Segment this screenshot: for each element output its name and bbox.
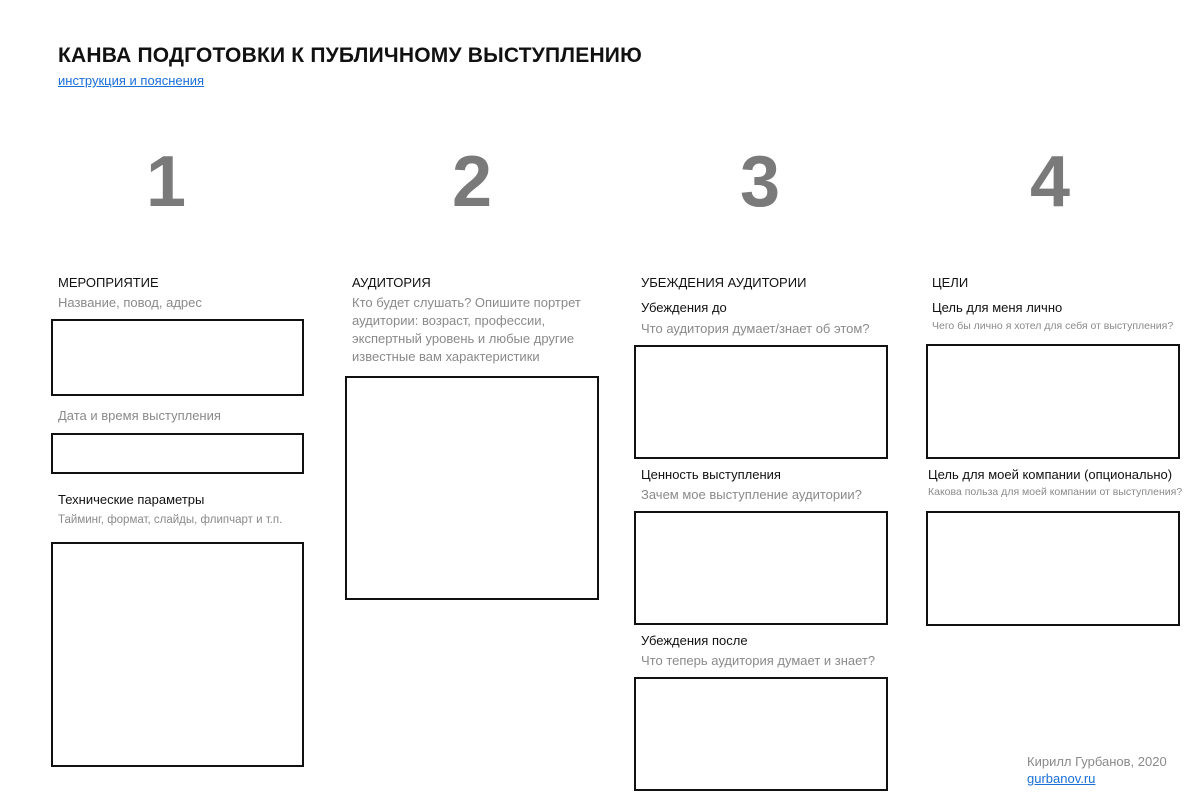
beliefs-after-field[interactable] [634, 677, 888, 791]
personal-goal-field[interactable] [926, 344, 1180, 459]
talk-value-field[interactable] [634, 511, 888, 625]
beliefs-after-label: Убеждения после [641, 633, 748, 648]
personal-goal-hint: Чего бы лично я хотел для себя от выступления? [932, 320, 1174, 332]
tech-params-field[interactable] [51, 542, 304, 767]
event-datetime-field[interactable] [51, 433, 304, 474]
audience-hint: Кто будет слушать? Опишите портрет аудитории: возраст, профессии, экспертный уровень и любые другие известные вам характеристики [352, 295, 581, 364]
talk-value-label: Ценность выступления [641, 467, 781, 482]
company-goal-field[interactable] [926, 511, 1180, 626]
talk-value-hint: Зачем мое выступление аудитории? [641, 487, 862, 502]
company-goal-hint: Какова польза для моей компании от выступления? [928, 486, 1183, 498]
audience-section-title: АУДИТОРИЯ [352, 275, 431, 290]
audience-field[interactable] [345, 376, 599, 600]
event-datetime-hint: Дата и время выступления [58, 408, 221, 423]
column-1-number: 1 [145, 142, 187, 222]
column-3-number: 3 [739, 142, 781, 222]
event-name-field[interactable] [51, 319, 304, 396]
beliefs-after-hint: Что теперь аудитория думает и знает? [641, 653, 876, 668]
author-site-link[interactable]: gurbanov.ru [1027, 771, 1096, 786]
column-2-number: 2 [451, 142, 493, 222]
author-credit: Кирилл Гурбанов, 2020 [1027, 754, 1167, 769]
event-section-title: МЕРОПРИЯТИЕ [58, 275, 159, 290]
beliefs-before-field[interactable] [634, 345, 888, 459]
event-name-hint: Название, повод, адрес [58, 295, 202, 310]
page-title: КАНВА ПОДГОТОВКИ К ПУБЛИЧНОМУ ВЫСТУПЛЕНИЮ [58, 44, 642, 67]
personal-goal-label: Цель для меня лично [932, 300, 1063, 315]
beliefs-before-hint: Что аудитория думает/знает об этом? [641, 321, 870, 336]
tech-params-label: Технические параметры [58, 492, 205, 507]
beliefs-before-label: Убеждения до [641, 300, 727, 315]
column-4-number: 4 [1029, 142, 1071, 222]
goals-section-title: ЦЕЛИ [932, 275, 969, 290]
company-goal-label: Цель для моей компании (опционально) [928, 467, 1173, 482]
tech-params-hint: Тайминг, формат, слайды, флипчарт и т.п. [58, 514, 283, 526]
instructions-link[interactable]: инструкция и пояснения [58, 73, 205, 88]
beliefs-section-title: УБЕЖДЕНИЯ АУДИТОРИИ [641, 275, 807, 290]
